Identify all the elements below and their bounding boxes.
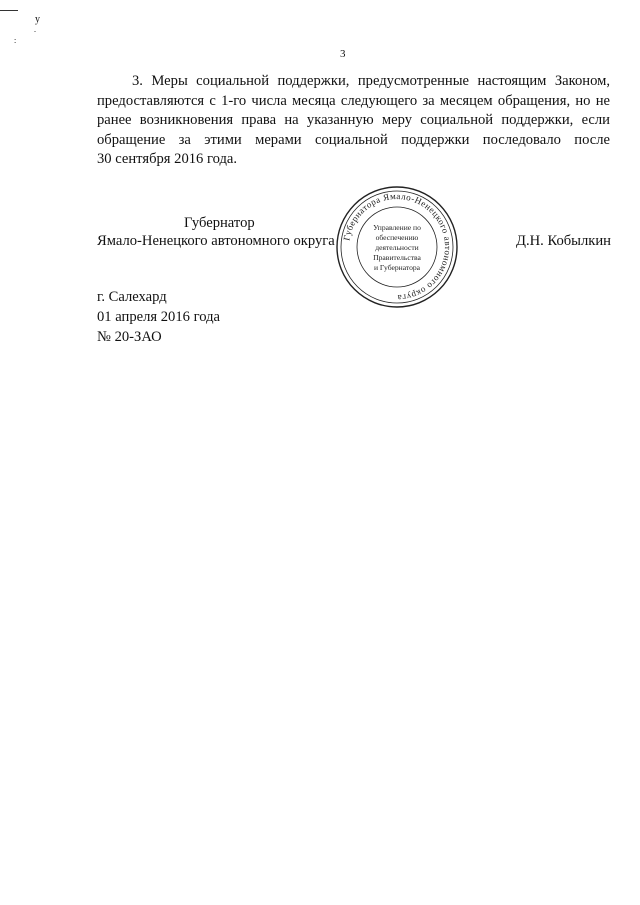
seal-outer-text: Губернатора Ямало-Ненецкого автономного округа [341,190,454,304]
law-number: № 20-ЗАО [97,329,162,345]
page-number: 3 [340,48,346,60]
corner-mark: у [35,14,40,25]
paragraph-line: 30 сентября 2016 года. [97,151,238,168]
law-paragraph [97,72,610,170]
corner-mark: : [14,36,17,45]
signature-region: Ямало-Ненецкого автономного округа [97,233,335,249]
seal-inner-line: обеспечению [375,233,419,242]
paragraph-line: 3. Меры социальной поддержки, предусмотренные настоящим Законом, [132,73,610,89]
seal-inner-line: и Губернатора [373,263,421,272]
signature-name: Д.Н. Кобылкин [516,233,611,249]
seal-inner-line: Управление по [373,223,421,232]
place-date-block [97,287,220,347]
corner-mark-line [0,10,18,11]
paragraph-line: обращение за этими мерами социальной поддержки последовало после [97,131,610,148]
paragraph-line: ранее возникновения права на указанную меру социальной поддержки, если [97,112,610,129]
date: 01 апреля 2016 года [97,309,220,325]
signature-title: Губернатор [184,215,255,231]
paragraph-line: предоставляются с 1-го числа месяца следующего за месяцем обращения, но не [97,92,610,109]
corner-mark: . [34,25,36,34]
place: г. Салехард [97,289,167,305]
seal-inner-line: деятельности [375,243,419,252]
seal-inner-line: Правительства [373,253,421,262]
official-seal-stamp [334,184,460,310]
